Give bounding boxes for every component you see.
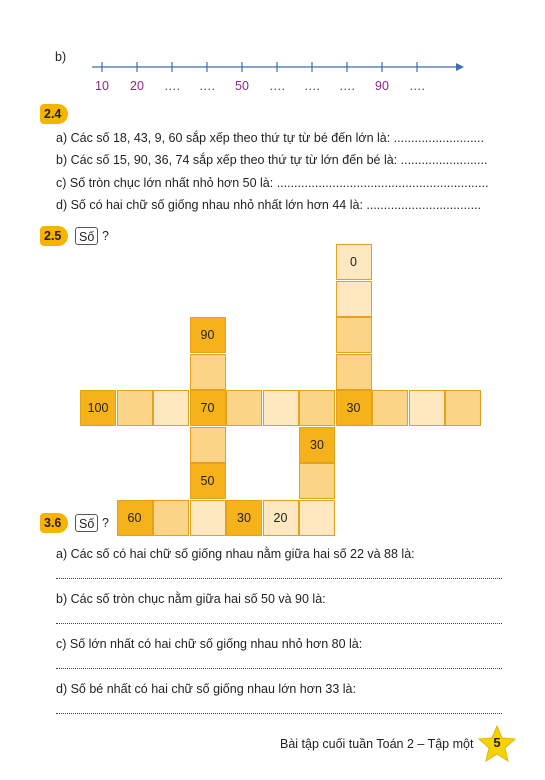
ex24-line-a: a) Các số 18, 43, 9, 60 sắp xếp theo thứ tự từ bé đến lớn là: ..........................	[56, 131, 484, 145]
grid-cell-given: 70	[190, 390, 226, 426]
answer-line[interactable]	[56, 623, 502, 624]
tick-label: 50	[235, 79, 249, 93]
tick-label: ….	[164, 79, 180, 93]
grid-cell-blank[interactable]	[299, 463, 335, 499]
exercise-2-5-badge: 2.5	[40, 226, 68, 246]
question-mark: ?	[102, 516, 109, 530]
ex24-line-d: d) Số có hai chữ số giống nhau nhỏ nhất lớn hơn 44 là: .................................	[56, 198, 481, 212]
grid-cell-blank[interactable]	[190, 427, 226, 463]
footer-title: Bài tập cuối tuần Toán 2 – Tập một	[280, 737, 474, 751]
exercise-2-4-badge: 2.4	[40, 104, 68, 124]
grid-cell-blank[interactable]	[372, 390, 408, 426]
tick-label: ….	[409, 79, 425, 93]
answer-line[interactable]	[56, 668, 502, 669]
grid-cell-blank[interactable]	[299, 390, 335, 426]
ex36-question-a: a) Các số có hai chữ số giống nhau nằm giữa hai số 22 và 88 là:	[56, 547, 415, 561]
tick-label: ….	[339, 79, 355, 93]
ex36-question-d: d) Số bé nhất có hai chữ số giống nhau lớn hơn 33 là:	[56, 682, 356, 696]
grid-cell-given: 30	[336, 390, 372, 426]
tick-label: ….	[304, 79, 320, 93]
grid-cell-given: 0	[336, 244, 372, 280]
grid-cell-given: 50	[190, 463, 226, 499]
ex24-line-c: c) Số tròn chục lớn nhất nhỏ hơn 50 là: .............................................................	[56, 176, 489, 190]
tick-label: 90	[375, 79, 389, 93]
grid-cell-given: 30	[299, 427, 335, 463]
grid-cell-given: 30	[226, 500, 262, 536]
grid-cell-blank[interactable]	[263, 390, 299, 426]
question-mark: ?	[102, 229, 109, 243]
tick-label: ….	[269, 79, 285, 93]
tick-label: 20	[130, 79, 144, 93]
ex36-question-c: c) Số lớn nhất có hai chữ số giống nhau nhỏ hơn 80 là:	[56, 637, 363, 651]
grid-cell-given: 60	[117, 500, 153, 536]
grid-cell-blank[interactable]	[153, 500, 189, 536]
ex24-line-b: b) Các số 15, 90, 36, 74 sắp xếp theo thứ tự từ lớn đến bé là: .........................	[56, 153, 488, 167]
grid-cell-blank[interactable]	[190, 500, 226, 536]
grid-cell-blank[interactable]	[336, 281, 372, 317]
grid-cell-blank[interactable]	[190, 354, 226, 390]
number-line	[90, 58, 470, 78]
page-number: 5	[493, 735, 501, 750]
grid-cell-blank[interactable]	[336, 354, 372, 390]
so-box: Số	[75, 227, 98, 245]
ex36-question-b: b) Các số tròn chục nằm giữa hai số 50 và 90 là:	[56, 592, 326, 606]
grid-cell-blank[interactable]	[117, 390, 153, 426]
answer-line[interactable]	[56, 578, 502, 579]
grid-cell-blank[interactable]	[409, 390, 445, 426]
grid-cell-blank[interactable]	[226, 390, 262, 426]
grid-cell-given: 20	[263, 500, 299, 536]
tick-label: 10	[95, 79, 109, 93]
grid-cell-given: 100	[80, 390, 116, 426]
grid-cell-given: 90	[190, 317, 226, 353]
grid-cell-blank[interactable]	[445, 390, 481, 426]
number-line-label: b)	[55, 50, 67, 64]
grid-cell-blank[interactable]	[299, 500, 335, 536]
exercise-3-6-badge: 3.6	[40, 513, 68, 533]
answer-line[interactable]	[56, 713, 502, 714]
grid-cell-blank[interactable]	[336, 317, 372, 353]
tick-label: ….	[199, 79, 215, 93]
so-box: Số	[75, 514, 98, 532]
grid-cell-blank[interactable]	[153, 390, 189, 426]
